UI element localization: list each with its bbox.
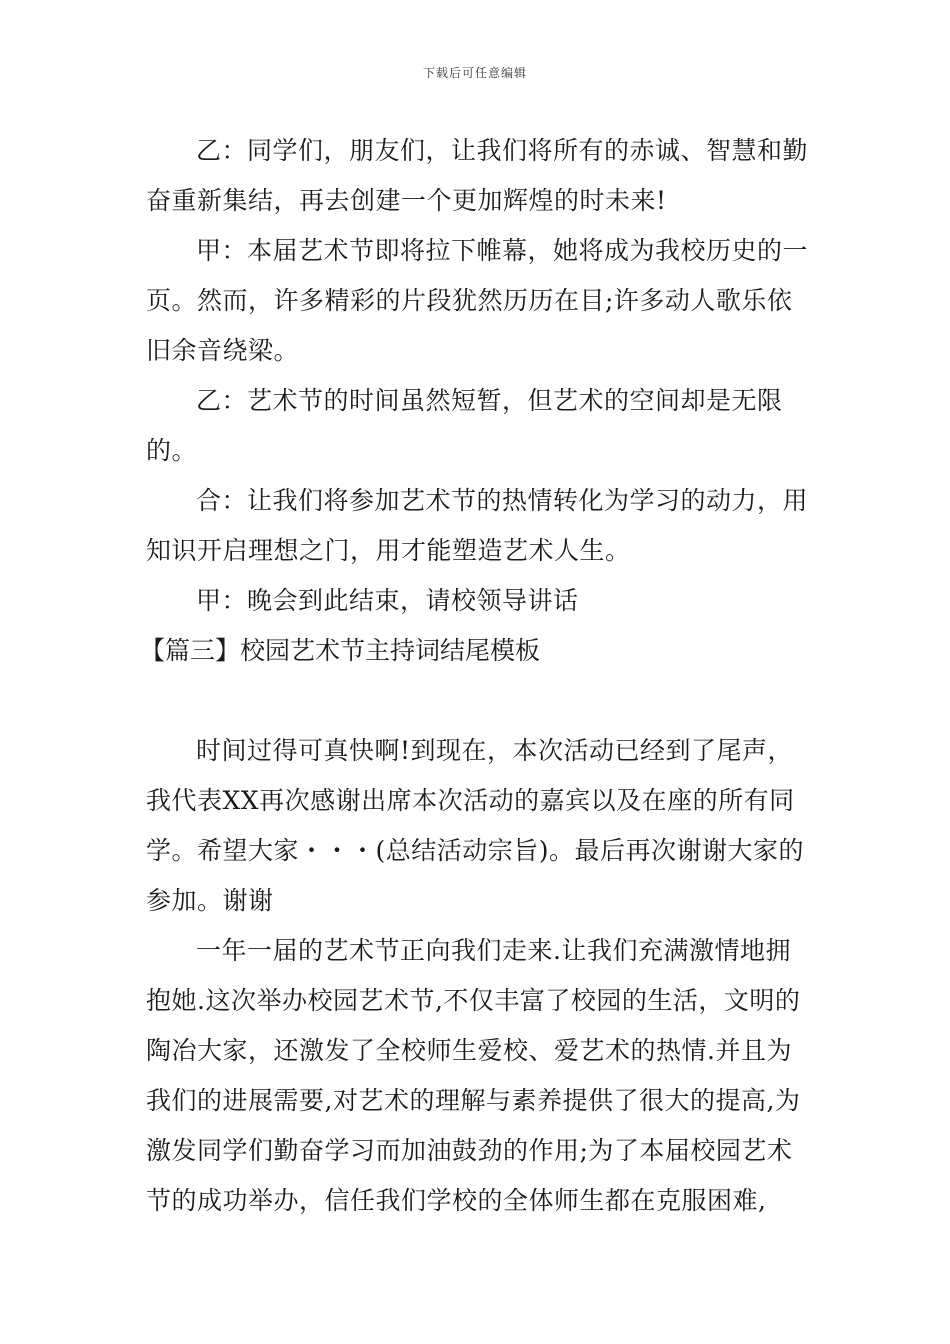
page-header-note: 下载后可任意编辑 bbox=[422, 66, 527, 80]
body-paragraph-2: 一年一届的艺术节正向我们走来.让我们充满激情地拥抱她.这次举办校园艺术节,不仅丰富了校园的生活，文明的陶冶大家，还激发了全校师生爱校、爱艺术的热情.并且为我们的进展需要,对艺术的理解与素养提供了很大的提高,为激发同学们勤奋学习而加油鼓劲的作用;为了本届校园艺术节的成功举办，信任我们学校的全体师生都在克服困难, bbox=[146, 936, 801, 1215]
document-body bbox=[140, 126, 816, 1226]
dialogue-paragraph-5: 甲：晚会到此结束，请校领导讲话 bbox=[196, 586, 579, 615]
dialogue-paragraph-2: 甲：本届艺术节即将拉下帷幕，她将成为我校历史的一页。然而，许多精彩的片段犹然历历在目;许多动人歌乐依旧余音绕梁。 bbox=[146, 236, 809, 365]
dialogue-paragraph-3: 乙：艺术节的时间虽然短暂，但艺术的空间却是无限的。 bbox=[146, 386, 783, 465]
dialogue-paragraph-4: 合：让我们将参加艺术节的热情转化为学习的动力，用知识开启理想之门，用才能塑造艺术人生。 bbox=[146, 486, 809, 565]
blank-line bbox=[146, 676, 816, 726]
section-heading: 【篇三】校园艺术节主持词结尾模板 bbox=[140, 636, 541, 665]
body-paragraph-1: 时间过得可真快啊!到现在，本次活动已经到了尾声，我代表XX再次感谢出席本次活动的嘉宾以及在座的所有同学。希望大家・・・(总结活动宗旨)。最后再次谢谢大家的参加。谢谢 bbox=[146, 736, 805, 915]
dialogue-paragraph-1: 乙：同学们，朋友们，让我们将所有的赤诚、智慧和勤奋重新集结，再去创建一个更加辉煌的时未来! bbox=[146, 136, 809, 215]
